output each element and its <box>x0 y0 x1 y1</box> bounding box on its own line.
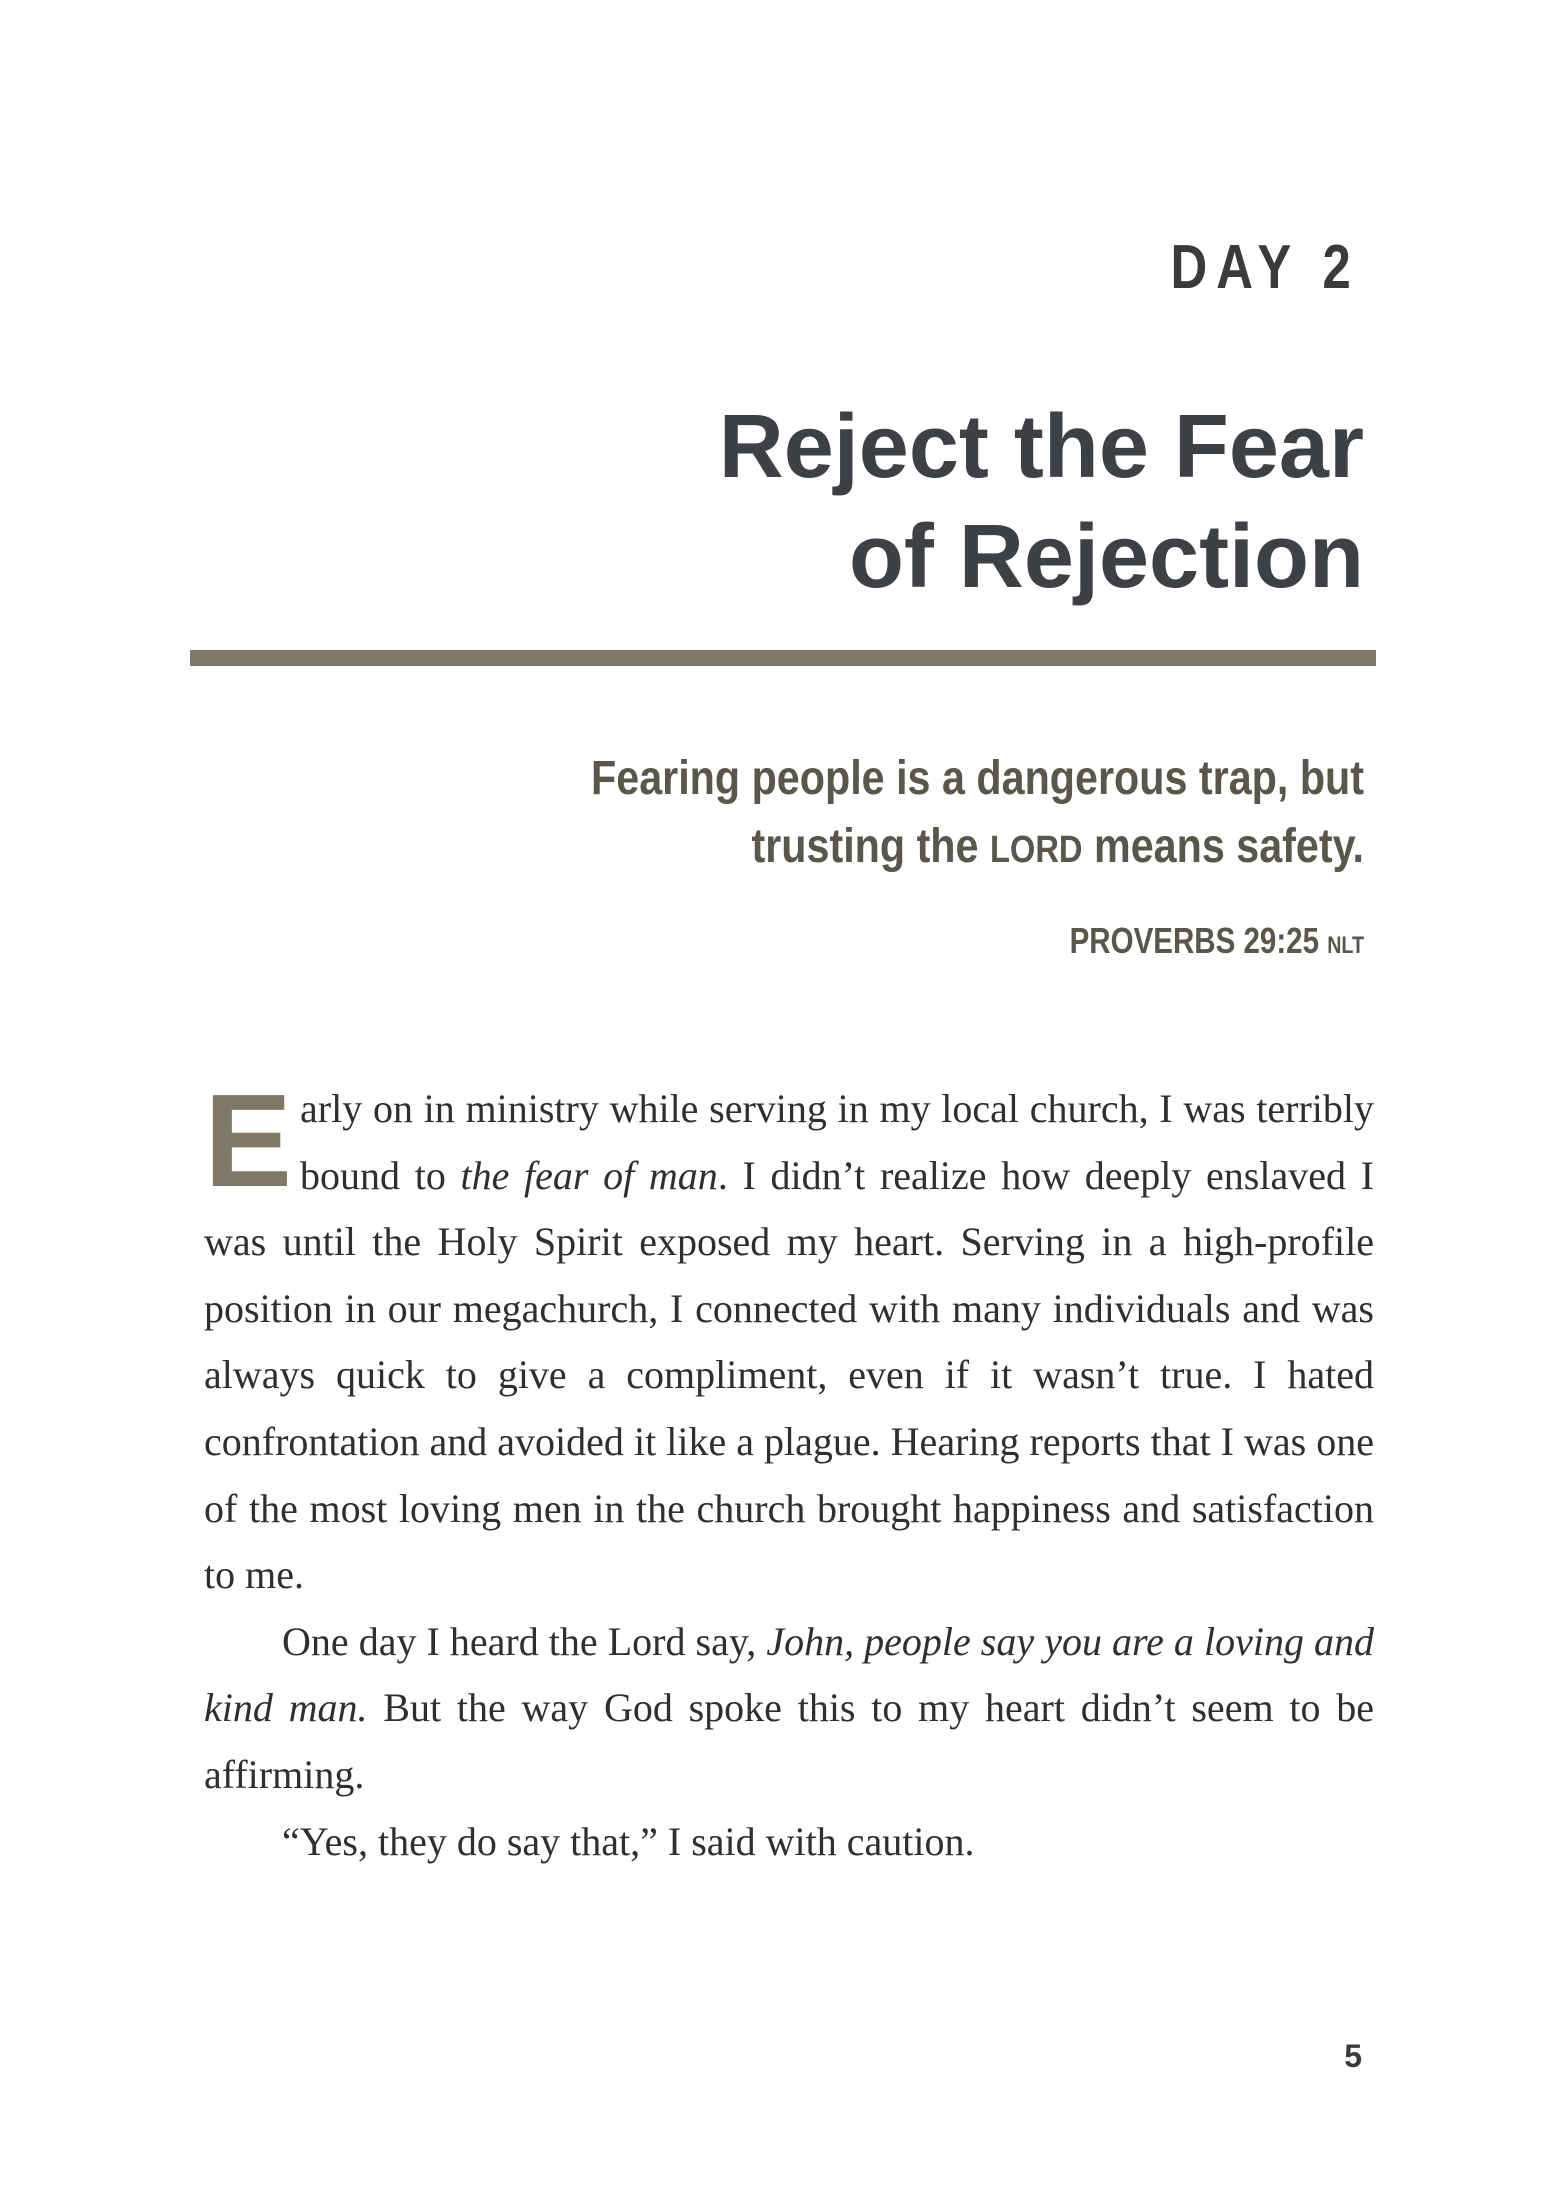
epigraph-line-2-start: trusting the <box>751 820 990 873</box>
citation-reference: PROVERBS 29:25 <box>1069 920 1319 961</box>
paragraph-3: “Yes, they do say that,” I said with caution. <box>282 1818 975 1864</box>
paragraph-1-part-2: . I didn’t realize how deeply enslaved I was until the Holy Spirit exposed my heart. Serving in a high-profile position in our megachurch, I connected with many individuals and was always quick to give a compliment, even if it wasn’t true. I hated confrontation and avoided it like a plague. Hearing reports that I was one of the most loving men in the church brought happiness and satisfaction to me. <box>204 1152 1374 1598</box>
drop-cap: E <box>204 1067 293 1214</box>
title-divider <box>190 650 1376 666</box>
paragraph-2-part-2: But the way God spoke this to my heart didn’t seem to be affirming. <box>204 1685 1374 1797</box>
paragraph-2 <box>204 1609 1374 1809</box>
body-text <box>204 1067 1375 1875</box>
day-label: DAY 2 <box>1170 233 1360 302</box>
chapter-title-line-2: of Rejection <box>848 507 1364 607</box>
epigraph-lord: LORD <box>989 829 1083 871</box>
epigraph-line-1: Fearing people is a dangerous trap, but <box>591 752 1364 805</box>
page-number: 5 <box>1344 2038 1362 2074</box>
paragraph-1-part-1: arly on in ministry while serving in my local church, I was terribly bound to <box>300 1086 1374 1198</box>
paragraph-2-italic: John, people say you are a loving and kind man. <box>204 1618 1375 1731</box>
paragraph-1-italic: the fear of man <box>460 1152 718 1198</box>
citation-version: NLT <box>1327 932 1364 959</box>
epigraph-citation <box>1070 920 1364 962</box>
epigraph-quote <box>590 745 1364 884</box>
paragraph-1 <box>204 1067 1374 1609</box>
epigraph-line-2-end: means safety. <box>1082 820 1364 873</box>
chapter-title-line-1: Reject the Fear <box>718 397 1364 497</box>
paragraph-2-part-1: One day I heard the Lord say, <box>282 1618 767 1664</box>
chapter-title <box>719 392 1364 612</box>
